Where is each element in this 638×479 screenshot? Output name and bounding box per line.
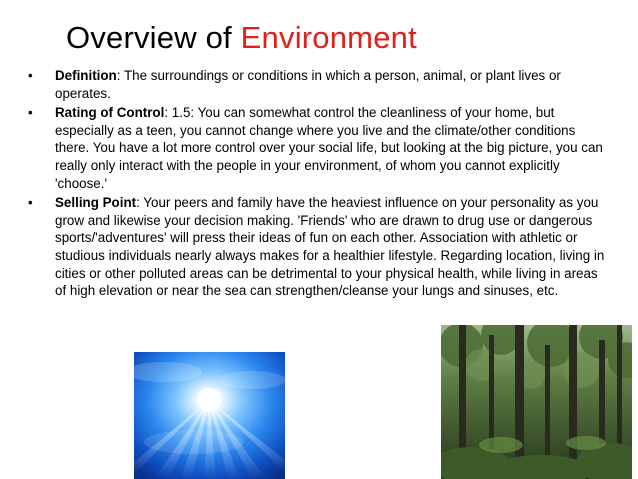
bullet-term: Selling Point bbox=[55, 195, 137, 211]
bullet-icon: • bbox=[28, 105, 33, 121]
slide-title bbox=[66, 18, 417, 58]
bullet-selling-point bbox=[28, 194, 606, 300]
bullet-text: : The surroundings or conditions in which a person, animal, or plant lives or operates. bbox=[55, 68, 561, 101]
bullet-text: : Your peers and family have the heaviest influence on your personality as you grow and likewise your decision making. 'Friends' who are drawn to drug use or dangerous sports/'adventures' will press their ideas of fun on each other. Association with athletic or studious individuals nearly always makes for a healthier lifestyle. Regarding location, living in cities or other polluted areas can be detrimental to your physical health, while living in areas of high elevation or near the sea can strengthen/cleanse your lungs and sinuses, etc. bbox=[55, 195, 605, 299]
bullet-definition bbox=[28, 67, 606, 102]
forest-image bbox=[441, 325, 632, 479]
bullet-list bbox=[28, 67, 606, 302]
bullet-text: : 1.5: You can somewhat control the cleanliness of your home, but especially as a teen, you cannot change where you live and the climate/other conditions there. You have a lot more control over your social life, but looking at the big picture, you can really only interact with the people in your environment, of whom you cannot explicitly 'choose.' bbox=[55, 105, 603, 191]
bullet-term: Definition bbox=[55, 68, 117, 83]
bullet-rating-of-control bbox=[28, 104, 606, 192]
bullet-term: Rating of Control bbox=[55, 105, 165, 121]
bullet-icon: • bbox=[28, 68, 33, 83]
title-accent: Environment bbox=[240, 20, 417, 55]
sky-light-image bbox=[134, 352, 285, 479]
title-prefix: Overview of bbox=[66, 20, 241, 55]
bullet-icon: • bbox=[28, 195, 33, 211]
